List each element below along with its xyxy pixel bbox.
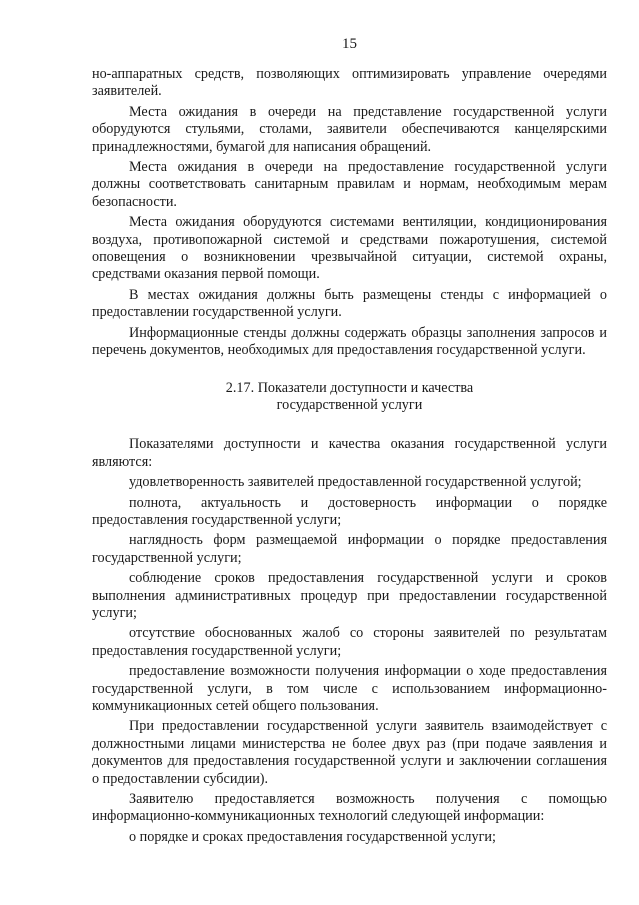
paragraph: При предоставлении государственной услуги заявитель взаимодействует с должностными лицами министерства не более двух раз (при подаче заявления и документов для предоставления государственной услуги и заключении соглашения о предоставлении субсидии).	[92, 718, 607, 787]
section-heading-line-1: 2.17. Показатели доступности и качества	[225, 379, 474, 396]
paragraph: наглядность форм размещаемой информации о порядке предоставления государственной услуги;	[92, 532, 607, 566]
paragraph: Места ожидания в очереди на представление государственной услуги оборудуются стульями, столами, заявители обеспечиваются канцелярскими принадлежностями, бумагой для написания обращений.	[92, 103, 607, 155]
text-block-after-heading	[92, 436, 607, 846]
section-heading-line-2: государственной услуги	[276, 396, 423, 413]
paragraph: отсутствие обоснованных жалоб со стороны заявителей по результатам предоставления государственной услуги;	[92, 625, 607, 659]
page-number: 15	[342, 36, 357, 52]
paragraph: Информационные стенды должны содержать образцы заполнения запросов и перечень документов, необходимых для предоставления государственной услуги.	[92, 324, 607, 359]
paragraph: Заявителю предоставляется возможность получения с помощью информационно-коммуникационных технологий следующей информации:	[92, 791, 607, 825]
paragraph: полнота, актуальность и достоверность информации о порядке предоставления государственной услуги;	[92, 494, 607, 528]
paragraph: В местах ожидания должны быть размещены стенды с информацией о предоставлении государственной услуги.	[92, 286, 607, 321]
paragraph: но-аппаратных средств, позволяющих оптимизировать управление очередями заявителей.	[92, 66, 607, 100]
paragraph: о порядке и сроках предоставления государственной услуги;	[129, 828, 496, 845]
paragraph: Места ожидания оборудуются системами вентиляции, кондиционирования воздуха, противопожарной системой и средствами пожаротушения, системой оповещения о возникновении чрезвычайной ситуации, системой охраны, средствами оказания первой помощи.	[92, 214, 607, 283]
paragraph: Показателями доступности и качества оказания государственной услуги являются:	[92, 436, 607, 470]
section-heading	[92, 380, 607, 415]
text-block-before-heading	[92, 66, 607, 360]
paragraph: предоставление возможности получения информации о ходе предоставления государственной услуги, в том числе с использованием информационно-коммуникационных сетей общего пользования.	[92, 663, 607, 714]
paragraph: удовлетворенность заявителей предоставленной государственной услугой;	[129, 474, 582, 491]
paragraph: соблюдение сроков предоставления государственной услуги и сроков выполнения административных процедур при предоставлении государственной услуги;	[92, 570, 607, 621]
paragraph: Места ожидания в очереди на предоставление государственной услуги должны соответствовать санитарным правилам и нормам, необходимым мерам безопасности.	[92, 159, 607, 210]
